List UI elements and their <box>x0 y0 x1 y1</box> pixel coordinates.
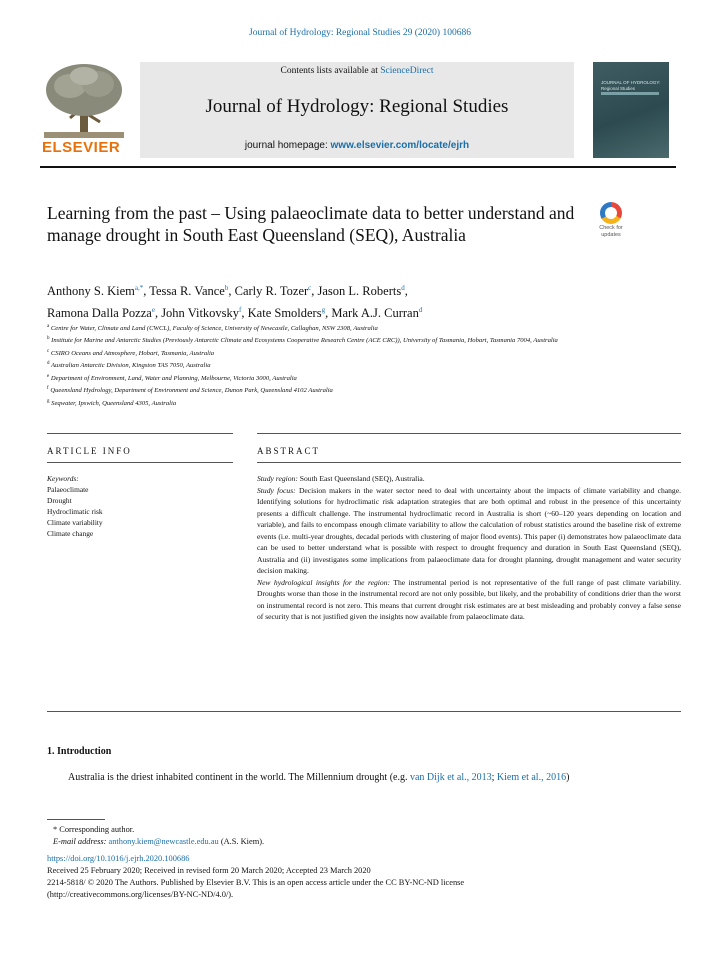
license-line: 2214-5818/ © 2020 The Authors. Published by Elsevier B.V. This is an open access article under the CC BY-NC-ND license <box>47 878 465 887</box>
footnote-divider <box>47 819 105 820</box>
affiliation-text: Seqwater, Ipswich, Queensland 4305, Australia <box>51 400 177 408</box>
affiliation-text: Institute for Marine and Antarctic Studies (Previously Antarctic Climate and Ecosystems Cooperative Research Centre (ACE CRC)), University of Tasmania, Hobart, Tasmania 7004, Australia <box>51 337 558 345</box>
journal-banner <box>140 62 574 158</box>
affiliation-item <box>47 322 647 334</box>
journal-cover-image[interactable] <box>593 62 669 158</box>
article-title: Learning from the past – Using palaeoclimate data to better understand and manage drought in South East Queensland (SEQ), Australia <box>47 203 575 245</box>
affiliation-text: Australian Antarctic Division, Kingston TAS 7050, Australia <box>51 362 211 370</box>
section-divider <box>47 433 233 434</box>
cover-bar <box>601 92 659 95</box>
affiliation-mark: b <box>47 336 50 342</box>
author-affiliation-mark[interactable]: g <box>321 306 326 315</box>
header-divider <box>40 166 676 168</box>
license-url[interactable]: (http://creativecommons.org/licenses/BY-NC-ND/4.0/). <box>47 890 234 899</box>
affiliation-item <box>47 397 647 409</box>
introduction-paragraph <box>68 772 688 783</box>
tree-emblem-icon <box>40 62 130 140</box>
journal-header <box>40 62 676 158</box>
journal-title: Journal of Hydrology: Regional Studies <box>205 96 509 117</box>
author-name[interactable]: Jason L. Roberts <box>317 284 402 299</box>
affiliation-mark: a <box>47 324 50 329</box>
article-info-heading: ARTICLE INFO <box>47 446 132 456</box>
affiliation-mark: d <box>47 361 50 367</box>
author-list: Anthony S. Kiem$^{a,*}$, Tessa R. Vance$^b$, Carly R. Tozer$^c$, Jason L. Roberts$^d$, Ramona Dalla Pozza$^e$, John Vitkovsky$^f$, Kate Smolders$^g$, Mark A.J. Curran$^d$ <box>47 284 423 321</box>
affiliation-text: Queensland Hydrology, Department of Environment and Science, Dunon Park, Queensland 4102 Australia <box>50 387 333 395</box>
reference-link[interactable]: van Dijk et al., 2013 <box>409 772 492 783</box>
introduction-heading: 1. Introduction <box>47 746 112 757</box>
intro-text-end: ) <box>566 772 570 783</box>
author-name[interactable]: Anthony S. Kiem <box>47 284 135 299</box>
received-dates: Received 25 February 2020; Received in revised form 20 March 2020; Accepted 23 March 2020 <box>47 866 371 875</box>
affiliation-item <box>47 384 647 396</box>
author-name[interactable]: Mark A.J. Curran <box>331 306 419 321</box>
homepage-link[interactable]: www.elsevier.com/locate/ejrh <box>330 140 470 151</box>
reference-link[interactable]: Kiem et al., 2016 <box>496 772 567 783</box>
affiliation-text: Centre for Water, Climate and Land (CWCL), Faculty of Science, University of Newcastle, Callaghan, NSW 2308, Australia <box>50 325 378 333</box>
affiliation-item <box>47 334 647 346</box>
keyword-item: Drought <box>47 496 72 505</box>
check-updates-icon-center <box>605 207 617 219</box>
elsevier-logo[interactable] <box>40 62 130 158</box>
check-for-updates-button[interactable] <box>592 202 630 242</box>
author-affiliation-mark[interactable]: c <box>308 284 312 292</box>
abstract-heading: ABSTRACT <box>257 446 321 456</box>
abstract-study-focus <box>257 485 681 577</box>
homepage-line <box>140 140 574 151</box>
affiliation-mark: e <box>47 373 50 379</box>
affiliation-list <box>47 322 647 409</box>
abstract-insights <box>257 577 681 623</box>
study-focus-text: Decision makers in the water sector need to deal with uncertainty about the impacts of climate variability and change. Identifying solutions for hydroclimatic risk adaptation strategies that are both optimal and robust in the presence of this uncertainty presents a difficult challenge. The instrumental hydroclimatic record in Australia is short (~60–120 years depending on location and variable), and fails to encompass enough climate variability to allow the calculation of robust statistics around the baseline risk of extreme events (i.e. multi-year droughts, decadal periods with clustering of major flood events). This paper (i) demonstrates how palaeoclimate data can be used to better understand what is possible with respect to drought frequency and duration in South East Queensland (SEQ), Australia and (ii) investigates some implications from palaeoclimate data for drought planning, drought management and water security decision making. <box>257 485 682 575</box>
affiliation-mark: f <box>47 386 49 392</box>
study-region-text: South East Queensland (SEQ), Australia. <box>299 474 425 483</box>
author-affiliation-mark[interactable]: e <box>151 306 155 315</box>
study-focus-label: Study focus: <box>257 485 296 495</box>
cover-title: JOURNAL OF HYDROLOGY: Regional Studies <box>601 80 661 91</box>
section-divider <box>47 711 681 712</box>
email-line <box>47 836 667 848</box>
email-suffix: (A.S. Kiem). <box>218 837 265 846</box>
intro-text-start: Australia is the driest inhabited continent in the world. The Millennium drought (e.g. <box>68 772 410 783</box>
contents-prefix: Contents lists available at <box>280 66 381 76</box>
email-link[interactable]: anthony.kiem@newcastle.edu.au <box>108 837 219 846</box>
author-name[interactable]: John Vitkovsky <box>161 306 240 321</box>
homepage-prefix: journal homepage: <box>244 140 331 151</box>
author-affiliation-mark[interactable]: b <box>224 284 229 292</box>
section-divider <box>47 462 233 463</box>
affiliation-item <box>47 372 647 384</box>
author-name[interactable]: Carly R. Tozer <box>234 284 309 299</box>
section-divider <box>257 433 681 434</box>
keyword-item: Palaeoclimate <box>47 485 89 494</box>
insights-label: New hydrological insights for the region: <box>257 577 391 587</box>
author-affiliation-mark[interactable]: a,* <box>134 284 144 292</box>
contents-line <box>140 66 574 76</box>
journal-citation[interactable]: Journal of Hydrology: Regional Studies 29 (2020) 100686 <box>249 28 471 38</box>
affiliation-mark: g <box>47 398 50 404</box>
keyword-item: Climate change <box>47 529 94 538</box>
affiliation-text: Department of Environment, Land, Water and Planning, Melbourne, Victoria 3000, Australia <box>50 375 297 383</box>
keyword-item: Hydroclimatic risk <box>47 507 103 516</box>
affiliation-mark: c <box>47 348 50 354</box>
study-region-label: Study region: <box>257 474 298 483</box>
email-label: E-mail address: <box>53 837 109 846</box>
keywords-label: Keywords: <box>47 474 79 483</box>
author-affiliation-mark[interactable]: d <box>418 306 423 315</box>
author-affiliation-mark[interactable]: f <box>239 306 242 315</box>
keyword-item: Climate variability <box>47 518 103 527</box>
affiliation-item <box>47 347 647 359</box>
author-name[interactable]: Kate Smolders <box>247 306 322 321</box>
section-divider <box>257 462 681 463</box>
author-name[interactable]: Ramona Dalla Pozza <box>47 306 152 321</box>
abstract-body <box>257 473 681 623</box>
affiliation-item <box>47 359 647 371</box>
affiliation-text: CSIRO Oceans and Atmosphere, Hobart, Tasmania, Australia <box>50 350 215 358</box>
sciencedirect-link[interactable]: ScienceDirect <box>380 66 434 76</box>
ref-separator: ; <box>491 772 497 783</box>
abstract-study-region <box>257 473 681 485</box>
elsevier-wordmark: ELSEVIER <box>42 139 121 156</box>
keywords-block <box>47 473 233 539</box>
author-name[interactable]: Tessa R. Vance <box>149 284 225 299</box>
doi-link[interactable]: https://doi.org/10.1016/j.ejrh.2020.100686 <box>47 854 190 863</box>
footnotes <box>47 824 667 901</box>
author-affiliation-mark[interactable]: d <box>401 284 405 292</box>
check-updates-label: Check for updates <box>599 225 623 238</box>
corresponding-author-note: * Corresponding author. <box>53 825 135 834</box>
insights-text: The instrumental period is not representative of the full range of past climate variability. Droughts worse than those in the instrumental record are not only possible, but likely, and the probability of conditions drier than the worst on instrumental record is not zero. This means that current drought risk estimates are at best misleading and probably convey a false sense of security that is not justified given the insights now available from palaeoclimate data. <box>257 577 681 621</box>
